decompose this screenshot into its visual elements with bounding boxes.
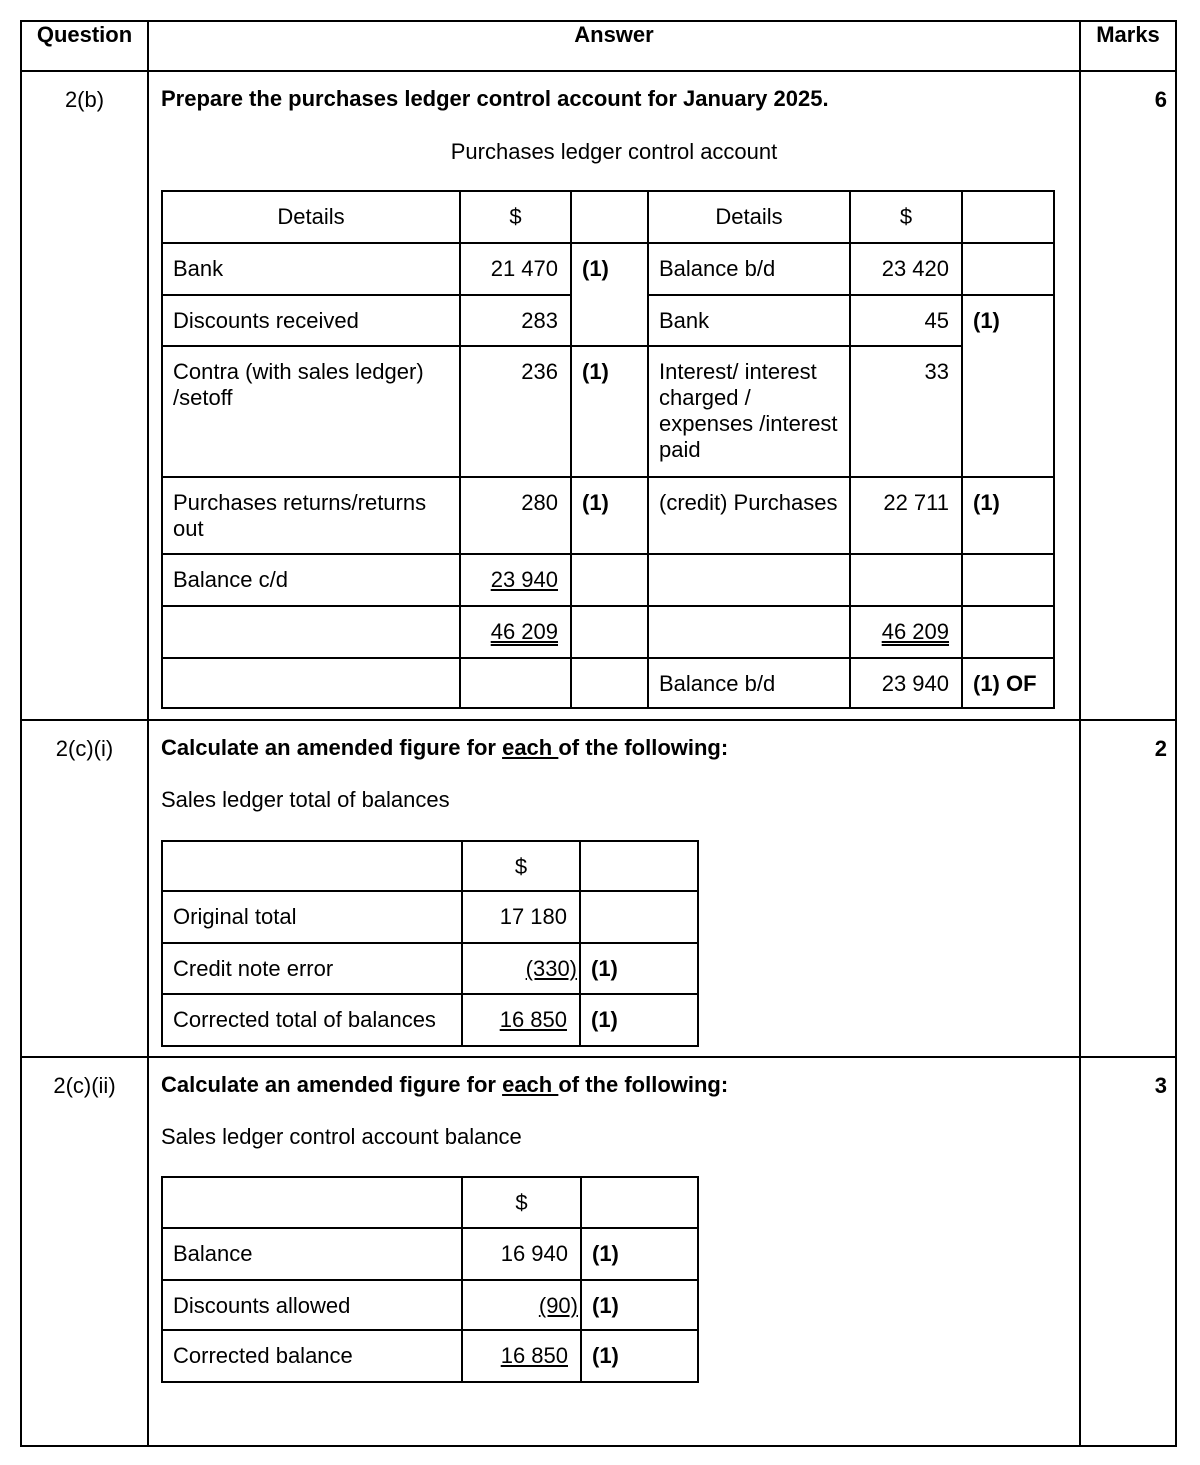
amount-cell: 23 940 xyxy=(850,658,962,708)
col-dollar-right: $ xyxy=(850,191,962,243)
control-balance-table xyxy=(161,1176,699,1383)
total-right: 46 209 xyxy=(881,619,949,644)
details-cell: Balance b/d xyxy=(648,658,850,708)
label-cell: Original total xyxy=(162,891,462,943)
details-cell: Balance b/d xyxy=(648,243,850,295)
mark-cell: (1) xyxy=(962,295,1054,477)
amount-cell: 16 850 xyxy=(499,1007,567,1032)
details-cell: Purchases returns/returns out xyxy=(162,477,460,554)
amount-cell: 16 850 xyxy=(500,1343,568,1368)
mark-scheme-table xyxy=(20,20,1177,1447)
amount-cell: (90) xyxy=(538,1293,578,1318)
header-answer: Answer xyxy=(148,21,1080,71)
mark-cell xyxy=(580,891,698,943)
mark-cell: (1) OF xyxy=(962,658,1054,708)
mark-cell: (1) xyxy=(580,943,698,994)
marks-value: 2 xyxy=(1154,736,1167,761)
details-cell: Bank xyxy=(648,295,850,346)
details-cell: Balance c/d xyxy=(162,554,460,606)
marks-value: 6 xyxy=(1154,87,1167,112)
amount-cell: 21 470 xyxy=(460,243,571,295)
label-cell: Balance xyxy=(162,1228,462,1280)
question-number: 2(c)(i) xyxy=(55,736,114,761)
col-details-right: Details xyxy=(648,191,850,243)
col-dollar: $ xyxy=(462,1177,581,1228)
col-details-left: Details xyxy=(162,191,460,243)
question-row-2ci xyxy=(21,720,1176,1057)
account-title: Purchases ledger control account xyxy=(450,139,778,164)
amount-cell: 283 xyxy=(460,295,571,346)
amount-cell: 236 xyxy=(460,346,571,477)
question-number: 2(b) xyxy=(64,87,105,112)
amount-cell: 45 xyxy=(850,295,962,346)
amount-cell: 22 711 xyxy=(850,477,962,554)
control-account-table xyxy=(161,190,1055,709)
details-cell: (credit) Purchases xyxy=(648,477,850,554)
mark-cell: (1) xyxy=(571,243,648,346)
table-subtitle: Sales ledger total of balances xyxy=(161,787,450,812)
amount-cell: 23 940 xyxy=(490,567,558,592)
mark-cell: (1) xyxy=(581,1330,698,1382)
question-prompt: Calculate an amended figure for each of the following: xyxy=(161,1072,729,1097)
mark-cell: (1) xyxy=(580,994,698,1046)
col-dollar: $ xyxy=(462,841,580,891)
details-cell: Bank xyxy=(162,243,460,295)
table-subtitle: Sales ledger control account balance xyxy=(161,1124,522,1149)
mark-cell: (1) xyxy=(581,1228,698,1280)
amount-cell: 16 940 xyxy=(462,1228,581,1280)
label-cell: Corrected balance xyxy=(162,1330,462,1382)
mark-cell: (1) xyxy=(581,1280,698,1330)
question-number: 2(c)(ii) xyxy=(53,1073,116,1098)
amount-cell: 23 420 xyxy=(850,243,962,295)
header-marks: Marks xyxy=(1080,21,1176,71)
marks-value: 3 xyxy=(1154,1073,1167,1098)
details-cell: Discounts received xyxy=(162,295,460,346)
col-dollar-left: $ xyxy=(460,191,571,243)
total-left: 46 209 xyxy=(490,619,558,644)
mark-cell: (1) xyxy=(571,346,648,477)
amount-cell: 33 xyxy=(850,346,962,477)
details-cell: Contra (with sales ledger) /setoff xyxy=(162,346,460,477)
mark-cell: (1) xyxy=(962,477,1054,554)
question-prompt: Prepare the purchases ledger control account for January 2025. xyxy=(161,86,829,111)
mark-cell: (1) xyxy=(571,477,648,554)
question-row-2b xyxy=(21,71,1176,720)
sales-ledger-table xyxy=(161,840,699,1047)
label-cell: Discounts allowed xyxy=(162,1280,462,1330)
header-question: Question xyxy=(21,21,148,71)
label-cell: Corrected total of balances xyxy=(162,994,462,1046)
question-prompt: Calculate an amended figure for each of the following: xyxy=(161,735,729,760)
label-cell: Credit note error xyxy=(162,943,462,994)
details-cell: Interest/ interest charged / expenses /interest paid xyxy=(648,346,850,477)
amount-cell: (330) xyxy=(525,956,577,981)
amount-cell: 17 180 xyxy=(462,891,580,943)
amount-cell: 280 xyxy=(460,477,571,554)
question-row-2cii xyxy=(21,1057,1176,1446)
